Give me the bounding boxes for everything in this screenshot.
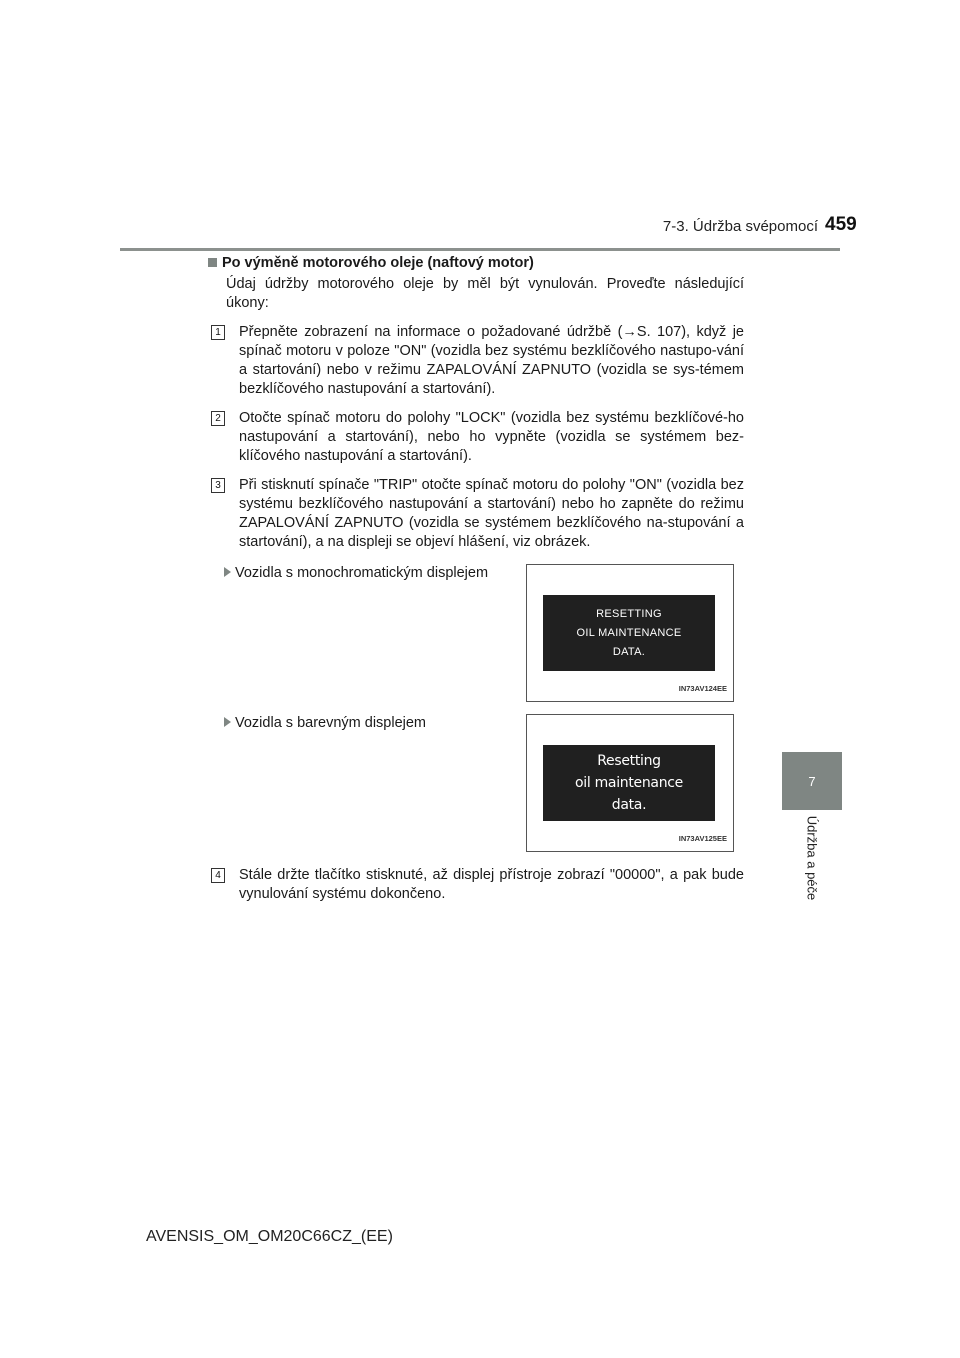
square-bullet-icon <box>208 258 217 267</box>
page-header <box>120 214 857 251</box>
display-line: RESETTING <box>596 607 662 620</box>
display-line: Resetting <box>597 753 661 769</box>
figure-code: IN73AV124EE <box>678 684 727 693</box>
variant-monochrome <box>208 564 744 704</box>
triangle-arrow-icon <box>224 717 231 727</box>
display-line: oil maintenance <box>574 775 683 791</box>
step-number-badge: 2 <box>211 411 225 426</box>
section-title: 7-3. Údržba svépomocí <box>662 218 818 235</box>
step-number-badge: 4 <box>211 868 225 883</box>
document-id: AVENSIS_OM_OM20C66CZ_(EE) <box>146 1228 393 1245</box>
display-line: data. <box>611 797 647 813</box>
step-2 <box>215 409 744 466</box>
variant-color <box>208 714 744 854</box>
step-4 <box>215 866 744 904</box>
triangle-arrow-icon <box>224 567 231 577</box>
chapter-tab[interactable] <box>782 752 842 810</box>
chapter-number: 7 <box>808 773 816 789</box>
step-text: Stále držte tlačítko stisknuté, až displej přístroje zobrazí "00000", a pak bude vynulování systému dokončeno. <box>239 867 744 902</box>
figure-code: IN73AV125EE <box>678 834 727 843</box>
display-line: DATA. <box>612 645 646 658</box>
heading-text: Po výměně motorového oleje (naftový motor) <box>222 255 534 271</box>
step-number-badge: 3 <box>211 478 225 493</box>
variant-label-text: Vozidla s monochromatickým displejem <box>235 565 489 581</box>
main-content <box>208 254 744 904</box>
display-screen <box>543 745 715 821</box>
display-figure <box>526 564 734 702</box>
display-line: OIL MAINTENANCE <box>576 626 682 639</box>
display-figure <box>526 714 734 852</box>
intro-text: Údaj údržby motorového oleje by měl být vynulován. Proveďte následující úkony: <box>226 276 744 311</box>
step-1 <box>215 323 744 399</box>
step-text: Při stisknutí spínače "TRIP" otočte spínač motoru do polohy "ON" (vozidla bez systému bezklíčového nastupování a startování) nebo ho zapněte do režimu ZAPALOVÁNÍ ZAPNUTO (vozidla se systémem bezklíčového na-stupování a startování), a na displeji se objeví hlášení, viz obrázek. <box>239 477 744 550</box>
variant-label-text: Vozidla s barevným displejem <box>235 715 427 731</box>
display-screen <box>543 595 715 671</box>
step-text: Otočte spínač motoru do polohy "LOCK" (vozidla bez systému bezklíčové-ho nastupování a startování), nebo ho vypněte (vozidla se systémem bez-klíčového nastupování a startování). <box>239 410 744 464</box>
chapter-title: Údržba a péče <box>804 815 820 901</box>
page-number: 459 <box>825 214 857 235</box>
step-3 <box>215 476 744 552</box>
step-text: Přepněte zobrazení na informace o požadované údržbě (→S. 107), když je spínač motoru v poloze "ON" (vozidla bez systému bezklíčového nastupo-vání a startování) nebo v režimu ZAPALOVÁNÍ ZAPNUTO (vozidla se sys-témem bezklíčového nastupování a startování). <box>239 324 744 397</box>
variant-label <box>224 714 426 733</box>
step-number-badge: 1 <box>211 325 225 340</box>
variant-label <box>224 564 488 583</box>
section-heading <box>208 254 744 273</box>
